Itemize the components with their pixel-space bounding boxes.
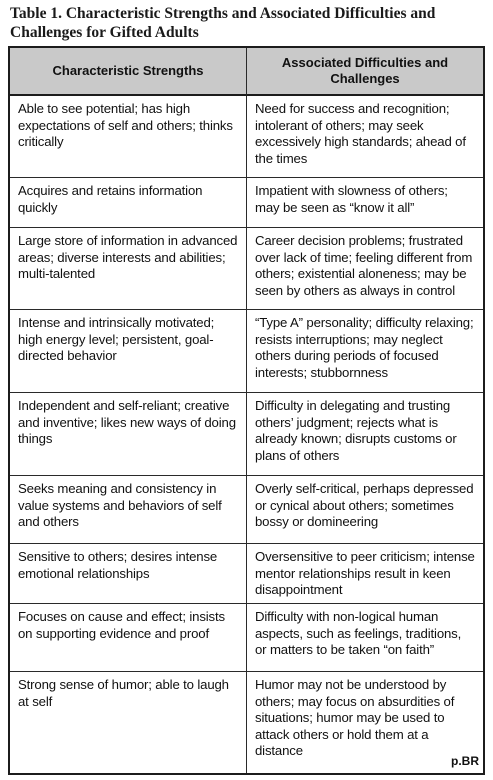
strength-cell: Able to see potential; has high expectations of self and others; thinks critically [10,96,247,177]
column-header-difficulties: Associated Difficulties and Challenges [247,48,483,96]
strength-cell: Seeks meaning and consistency in value systems and behaviors of self and others [10,475,247,543]
difficulty-cell: Need for success and recognition; intolerant of others; may seek excessively high standards; ahead of the times [255,101,466,166]
credit-watermark: p.BR [451,754,479,768]
column-header-strengths: Characteristic Strengths [10,48,247,96]
strengths-difficulties-table [8,46,485,775]
strength-cell: Independent and self-reliant; creative and inventive; likes new ways of doing things [10,392,247,475]
difficulty-cell: “Type A” personality; difficulty relaxing; resists interruptions; may neglect others during periods of focused interests; stubbornness [247,309,483,392]
difficulty-cell: Humor may not be understood by others; may focus on absurdities of situations; humor may be used to attack others or hold them at a distance [247,671,483,773]
strength-cell: Focuses on cause and effect; insists on supporting evidence and proof [10,603,247,671]
strength-cell: Intense and intrinsically motivated; high energy level; persistent, goal-directed behavior [10,309,247,392]
strength-cell: Strong sense of humor; able to laugh at self [10,671,247,773]
strength-cell: Large store of information in advanced areas; diverse interests and abilities; multi-talented [10,227,247,309]
difficulty-cell: Oversensitive to peer criticism; intense mentor relationships result in keen disappointment [247,543,483,603]
table-title: Table 1. Characteristic Strengths and Associated Difficulties and Challenges for Gifted Adults [10,5,436,41]
strength-cell: Sensitive to others; desires intense emotional relationships [10,543,247,603]
difficulty-cell: Career decision problems; frustrated over lack of time; feeling different from others; existential aloneness; may be seen by others as always in control [247,227,483,309]
strength-cell: Acquires and retains information quickly [10,177,247,227]
difficulty-cell: Difficulty with non-logical human aspects, such as feelings, traditions, or matters to be taken “on faith” [247,603,483,671]
difficulty-cell: Difficulty in delegating and trusting others’ judgment; rejects what is already known; disrupts customs or plans of others [247,392,483,475]
difficulty-cell: Impatient with slowness of others; may be seen as “know it all” [247,177,483,227]
difficulty-cell: Overly self-critical, perhaps depressed or cynical about others; sometimes bossy or domineering [247,475,483,543]
